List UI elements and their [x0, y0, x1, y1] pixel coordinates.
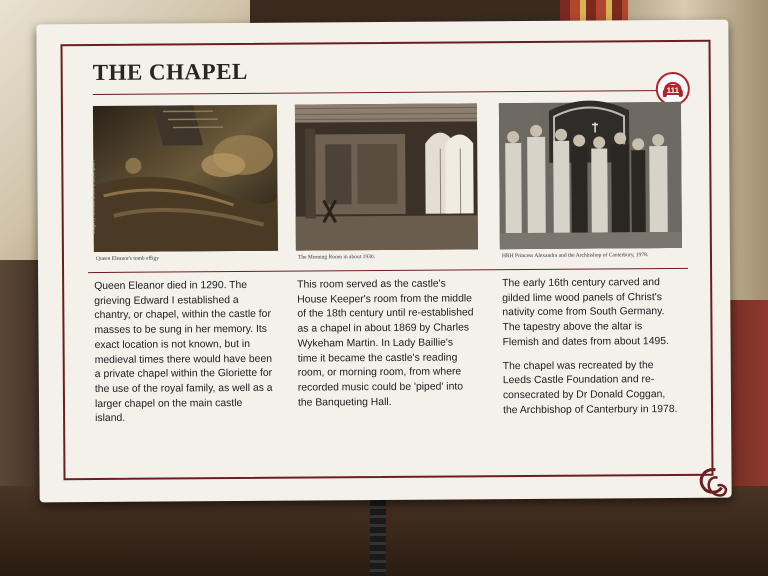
photo-caption: HRH Princess Alexandra and the Archbishop of Canterbury, 1978. [501, 252, 649, 260]
photo-morning-room [295, 103, 478, 250]
photo-consecration-ceremony [499, 102, 682, 249]
headphones-icon [656, 72, 690, 106]
leeds-castle-logo-icon [693, 464, 729, 504]
paragraph: The chapel was recreated by the Leeds Castle Foundation and re-consecrated by Dr Donald Coggan, the Archbishop of Canterbury in 1978. [502, 359, 678, 416]
sign-title: THE CHAPEL [92, 58, 248, 86]
paragraph: Queen Eleanor died in 1290. The grieving Edward I established a chantry, or chapel, within the castle for masses to be sung in her memory. Its exact location is not known, but in medieval times there would have been a private chapel within the Gloriette for the use of the royal family, as well as a larger chapel on the main castle island. [94, 279, 273, 425]
text-column-1 [94, 279, 273, 436]
paragraph: This room served as the castle's House Keeper's room from the middle of the 18th century until re-established as a chapel in about 1869 by Charles Wykeham Martin. In Lady Baillie's time it became the castle's reading room, or morning room, from where recorded music could be 'piped' into the Banqueting Hall. [297, 278, 474, 409]
caption-divider [88, 268, 688, 273]
text-column-2 [297, 277, 476, 420]
paragraph: The early 16th century carved and gilded lime wood panels of Christ's nativity come from South Germany. The tapestry above the altar is Flemish and dates from about 1495. [502, 277, 669, 348]
photo-caption: Queen Eleanor's tomb effigy [95, 255, 160, 263]
sign-stand-post [370, 500, 386, 576]
text-column-3 [502, 276, 681, 428]
photo-tomb-effigy [90, 105, 278, 252]
photo-credit: Image by Kind and Crown of Buckingham [90, 160, 96, 235]
photo-caption: The Morning Room in about 1930. [297, 254, 375, 261]
sign-frame [60, 40, 713, 481]
information-sign [36, 20, 731, 503]
audio-guide-number: 111 [666, 85, 680, 96]
title-divider [93, 90, 683, 95]
